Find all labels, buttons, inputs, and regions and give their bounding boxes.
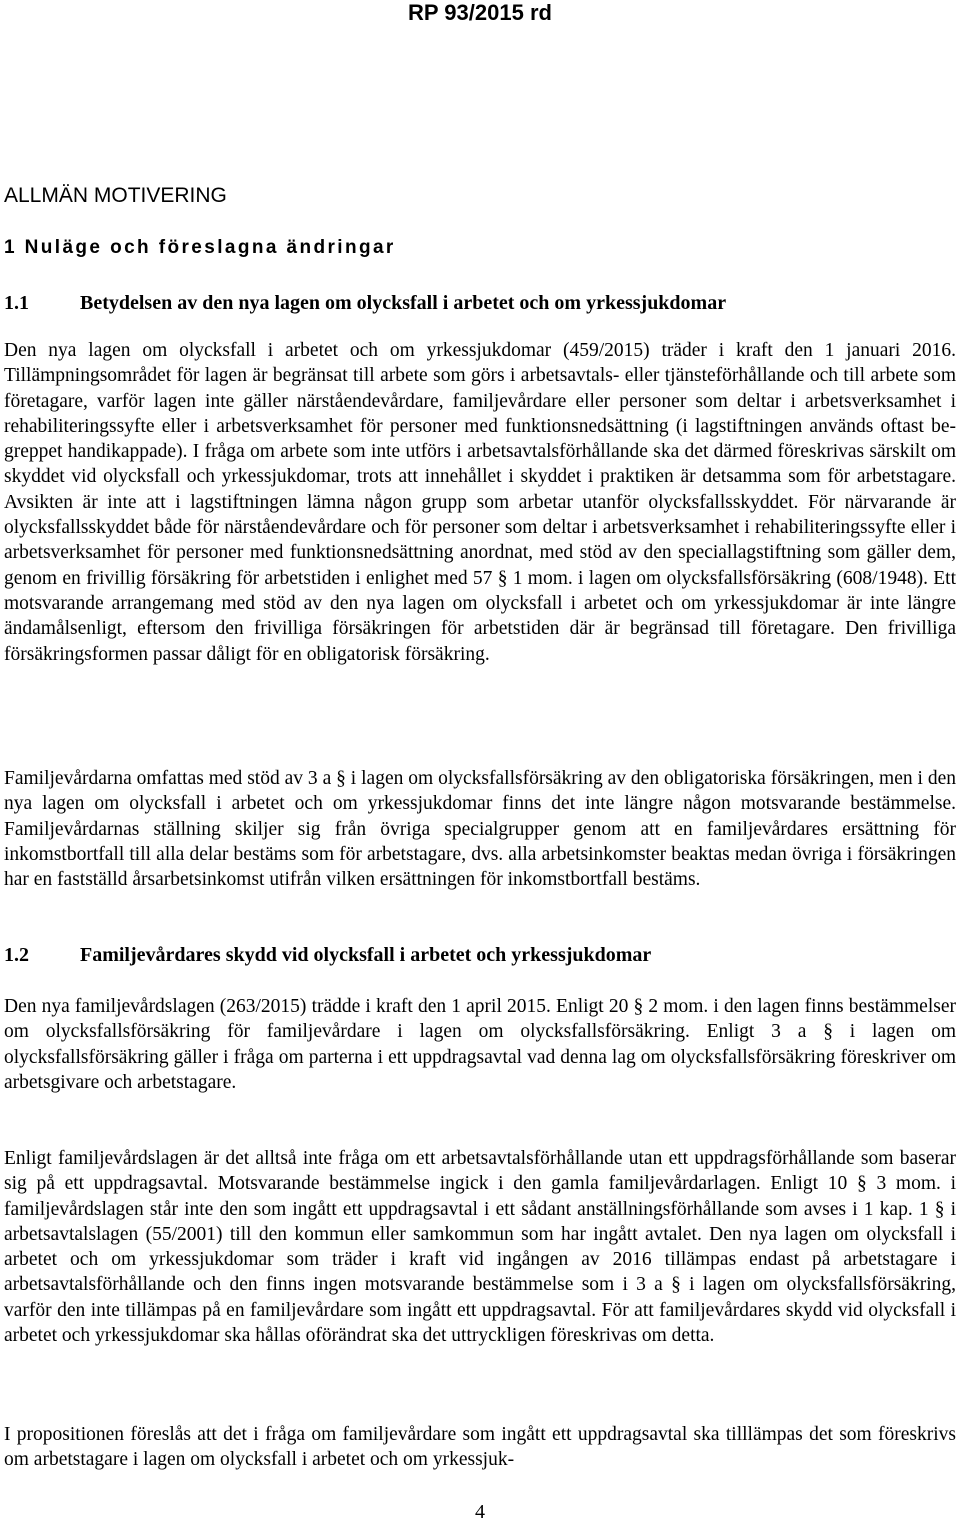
subheading-number: 1.1: [4, 292, 29, 314]
paragraph: Den nya familjevårdslagen (263/2015) trädde i kraft den 1 april 2015. Enligt 20 § 2 mom. i den lagen finns bestämmelser om olycksfallsförsäkring för familjevårdare i lagen om olycksfallsförsäkring. Enligt 3 a § i lagen om olycksfallsförsäkring gäller i fråga om parterna i ett uppdragsavtal vad denna lag om olycksfallsförsäkring föreskriver om arbetsgivare och arbetstagare.: [4, 996, 956, 1093]
document-id: RP 93/2015 rd: [408, 0, 552, 25]
paragraph: Den nya lagen om olycksfall i arbetet och om yrkessjukdomar (459/2015) träder i kraft den 1 januari 2016. Tillämpningsområdet för lagen är begränsat till arbete som görs i arbetsavtals- eller tjänsteförhållande och till arbete som företagare, varför lagen inte gäller närståendevårdare, familjevårdare eller personer som deltar i arbetsverksamhet i rehabiliteringssyfte eller i arbetsverksamhet för personer med funktionsnedsättning (i lagstiftningen används oftast begreppet handikappade). I fråga om arbete som inte utförs i arbetsavtalsförhållande ska det därmed föreskrivas särskilt om skyddet vid olycksfall och yrkessjukdomar, trots att innehållet i skyddet i praktiken är detsamma som för arbetstagare. Avsikten är inte att i lagstiftningen lämna någon grupp som arbetar utanför olycksfallsskyddet. För närvarande är olycksfallsskyddet både för närståendevårdare och för personer som deltar i arbetsverksamhet i rehabiliteringssyfte eller i arbetsverksamhet för personer med funktionsnedsättning anordnat, med stöd av den speciallagstiftning som gäller dem, genom en frivillig försäkring för arbetstiden i enlighet med 57 § 1 mom. i lagen om olycksfallsförsäkring (608/1948). Ett motsvarande arrangemang med stöd av den nya lagen om olycksfall i arbetet och om yrkessjukdomar är inte längre ändamålsenligt, eftersom den frivilliga försäkringen för arbetstiden där är begränsad till företagare. Den frivilliga försäkringsformen passar dåligt för en obligatorisk försäkring.: [4, 340, 956, 665]
main-heading: ALLMÄN MOTIVERING: [4, 184, 227, 207]
subheading-title: Betydelsen av den nya lagen om olycksfall i arbetet och om yrkessjukdomar: [80, 292, 727, 314]
paragraph: Enligt familjevårdslagen är det alltså inte fråga om ett arbetsavtalsförhållande utan ett uppdragsförhållande som baserar sig på ett uppdragsavtal. Motsvarande bestämmelse ingick i den gamla familjevårdarlagen. Enligt 10 § 3 mom. i familjevårdslagen står inte den som ingått ett uppdragsavtal i ett sådant anställningsförhållande som avses i 1 kap. 1 § i arbetsavtalslagen (55/2001) till den kommun eller samkommun som har ingått avtalet. Den nya lagen om olycksfall i arbetet och om yrkessjukdomar som träder i kraft vid ingången av 2016 tillämpas endast på arbetstagare i arbetsavtalsförhållande och den finns ingen motsvarande bestämmelse som i 3 a § i lagen om olycksfallsförsäkring, varför den inte tillämpas på en familjevårdare som ingått ett uppdragsavtal. För att familjevårdares skydd vid olycksfall i arbetet och yrkessjukdomar ska hållas oförändrat ska det uttryckligen föreskrivas om detta.: [4, 1148, 956, 1347]
subheading-1-1: [4, 290, 726, 316]
page-number: 4: [475, 1501, 485, 1523]
subheading-title: Familjevårdares skydd vid olycksfall i arbetet och yrkessjukdomar: [80, 944, 652, 966]
subheading-number: 1.2: [4, 944, 29, 966]
subheading-1-2: [4, 942, 651, 968]
paragraph: Familjevårdarna omfattas med stöd av 3 a § i lagen om olycksfallsförsäkring av den obligatoriska försäkringen, men i den nya lagen om olycksfall i arbetet och om yrkessjukdomar finns det inte längre någon motsvarande bestämmelse. Familjevårdarnas ställning skiljer sig från övriga specialgrupper genom att en familjevårdares ersättning för inkomstbortfall till alla delar bestäms som för arbetstagare, dvs. alla arbetsinkomster beaktas medan övriga i försäkringen har en fastställd årsarbetsinkomst utifrån vilken ersättningen för inkomstbortfall bestäms.: [4, 768, 956, 891]
paragraph: I propositionen föreslås att det i fråga om familjevårdare som ingått ett uppdragsavtal ska tilllämpas det som föreskrivs om arbetstagare i lagen om olycksfall i arbetet och om yrkessjuk-: [4, 1424, 956, 1471]
section-heading: 1 Nuläge och föreslagna ändringar: [4, 237, 396, 258]
